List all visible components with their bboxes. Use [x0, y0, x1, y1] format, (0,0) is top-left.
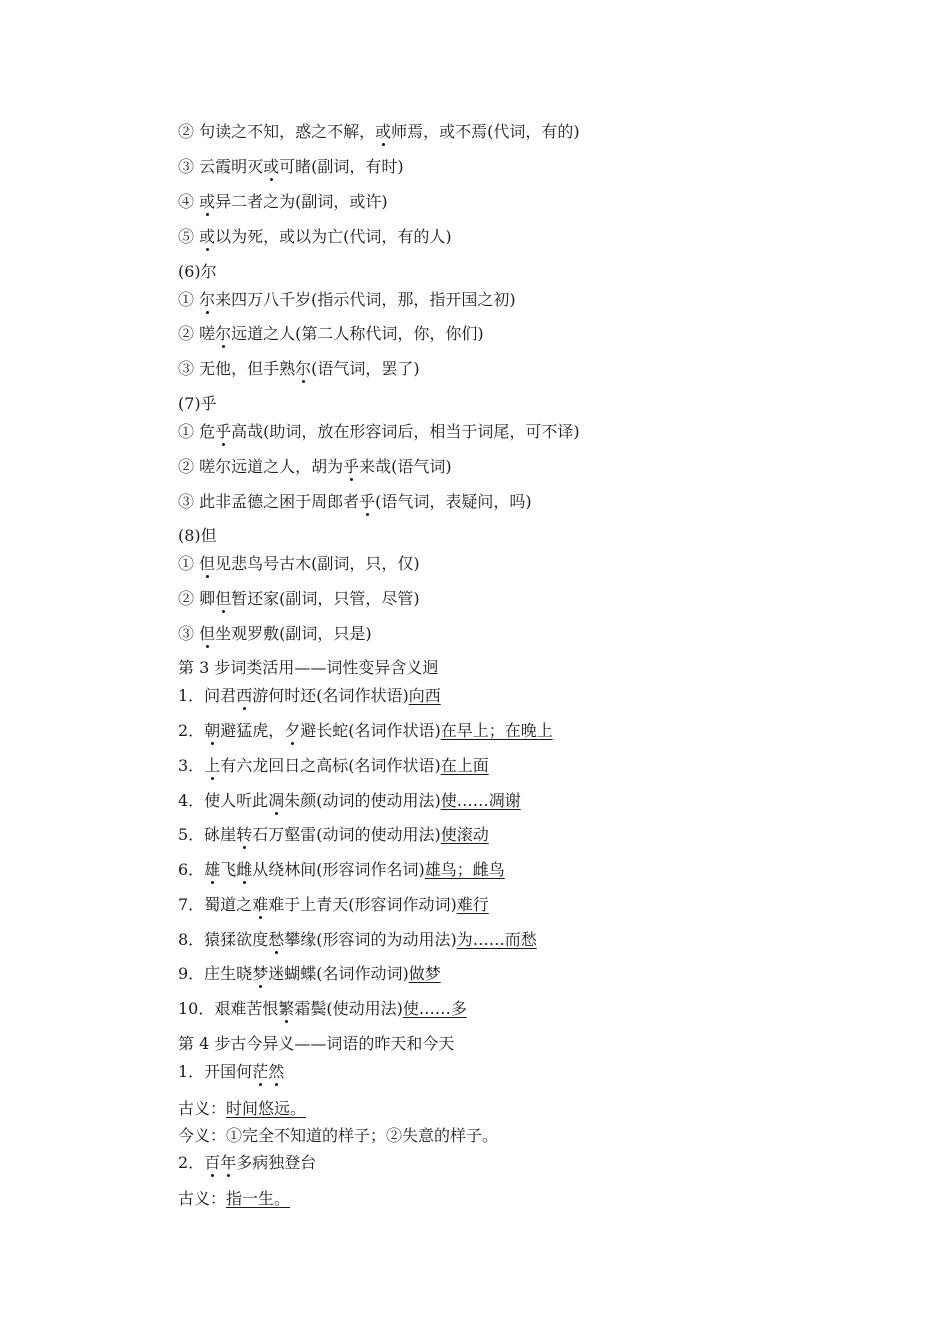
- text-segment: 第 3 步词类活用——词性变异含义迥: [178, 658, 439, 677]
- emphasized-char: 但: [199, 624, 216, 643]
- text-line: [178, 858, 505, 882]
- text-segment: 1．问君: [178, 686, 237, 705]
- text-segment: ② 嗟: [178, 324, 216, 343]
- answer-text: 使……多: [402, 999, 467, 1018]
- emphasized-char: 尔: [295, 359, 312, 378]
- emphasized-char: 或: [199, 227, 216, 246]
- text-segment: ④: [178, 192, 200, 211]
- text-line: [178, 260, 217, 284]
- text-line: [178, 684, 441, 708]
- text-segment: ①: [178, 554, 200, 573]
- text-segment: (语气词，罢了): [311, 359, 420, 378]
- text-segment: 飞: [220, 860, 237, 879]
- text-segment: 暂还家(副词，只管，尽管): [231, 589, 420, 608]
- text-line: [178, 1124, 498, 1148]
- text-segment: 有六龙回日之高标(名词作状语): [220, 756, 441, 775]
- text-segment: 以为死，或以为亡(代词，有的人): [215, 227, 452, 246]
- text-line: [178, 455, 452, 479]
- text-segment: 2．: [178, 1153, 205, 1172]
- text-segment: 难于上青天(形容词作动词): [268, 895, 457, 914]
- text-segment: 避猛虎，: [220, 721, 285, 740]
- text-segment: 2．: [178, 721, 205, 740]
- emphasized-char: 夕: [284, 721, 301, 740]
- text-segment: ② 句读之不知，惑之不解，: [178, 122, 376, 141]
- text-segment: 今义：①完全不知道的样子；②失意的样子。: [178, 1126, 499, 1145]
- text-line: [178, 392, 217, 416]
- text-segment: ①: [178, 290, 200, 309]
- emphasized-char: 上: [204, 756, 221, 775]
- text-segment: ③ 无他，但手熟: [178, 359, 296, 378]
- text-segment: 6．: [178, 860, 205, 879]
- text-segment: ③ 此非孟德之困于周郎者: [178, 492, 360, 511]
- answer-text: 时间悠远。: [226, 1099, 307, 1118]
- text-line: [178, 997, 467, 1021]
- text-segment: ③: [178, 624, 200, 643]
- emphasized-char: 西: [236, 686, 253, 705]
- text-segment: ① 危: [178, 422, 216, 441]
- answer-text: 使滚动: [440, 825, 489, 844]
- text-segment: 师焉，或不焉(代词，有的): [391, 122, 580, 141]
- emphasized-char: 但: [199, 554, 216, 573]
- text-line: [178, 490, 532, 514]
- text-line: [178, 288, 516, 312]
- text-line: [178, 823, 489, 847]
- text-segment: 5．砯崖: [178, 825, 237, 844]
- emphasized-char: 雌: [236, 860, 253, 879]
- emphasized-char: 朝: [204, 721, 221, 740]
- answer-text: 在早上；在晚上: [440, 721, 553, 740]
- emphasized-char: 凋: [268, 791, 285, 810]
- text-segment: 朱颜(动词的使动用法): [284, 791, 441, 810]
- answer-text: 难行: [456, 895, 489, 914]
- text-line: [178, 719, 553, 743]
- text-segment: 7．蜀道之: [178, 895, 253, 914]
- text-segment: 迷蝴蝶(名词作动词): [268, 964, 409, 983]
- text-segment: 4．使人听此: [178, 791, 269, 810]
- answer-text: 为……而愁: [456, 930, 537, 949]
- text-segment: 古义：: [178, 1099, 227, 1118]
- emphasized-char: 尔: [199, 290, 216, 309]
- answer-text: 使……凋谢: [440, 791, 521, 810]
- text-segment: 10．艰难苦恨: [178, 999, 279, 1018]
- text-line: [178, 420, 580, 444]
- emphasized-char: 或: [263, 157, 280, 176]
- text-line: [178, 789, 521, 813]
- text-segment: 多病独登台: [236, 1153, 317, 1172]
- text-line: [178, 928, 537, 952]
- text-line: [178, 155, 404, 179]
- text-line: [178, 622, 372, 646]
- text-segment: (语气词，表疑问，吗): [375, 492, 532, 511]
- text-segment: 从绕林间(形容词作名词): [252, 860, 425, 879]
- text-segment: 3．: [178, 756, 205, 775]
- emphasized-char: 乎: [215, 422, 232, 441]
- emphasized-char: 尔: [215, 324, 232, 343]
- text-line: [178, 524, 217, 548]
- text-segment: 异二者之为(副词，或许): [215, 192, 388, 211]
- answer-text: 指一生。: [226, 1189, 291, 1208]
- text-line: [178, 1097, 306, 1121]
- text-line: [178, 754, 489, 778]
- emphasized-char: 然: [268, 1062, 285, 1081]
- emphasized-char: 乎: [343, 457, 360, 476]
- text-segment: 游何时还(名词作状语): [252, 686, 409, 705]
- text-segment: 霜鬓(使动用法): [294, 999, 403, 1018]
- answer-text: 向西: [408, 686, 441, 705]
- text-segment: 坐观罗敷(副词，只是): [215, 624, 372, 643]
- emphasized-char: 百: [204, 1153, 221, 1172]
- text-line: [178, 962, 441, 986]
- text-segment: 古义：: [178, 1189, 227, 1208]
- text-line: [178, 1060, 284, 1084]
- emphasized-char: 乎: [359, 492, 376, 511]
- emphasized-char: 繁: [278, 999, 295, 1018]
- text-line: [178, 322, 484, 346]
- text-segment: 远道之人(第二人称代词，你，你们): [231, 324, 484, 343]
- emphasized-char: 难: [252, 895, 269, 914]
- emphasized-char: 愁: [268, 930, 285, 949]
- text-segment: 来哉(语气词): [359, 457, 452, 476]
- text-segment: 见悲鸟号古木(副词，只，仅): [215, 554, 420, 573]
- text-line: [178, 1032, 454, 1056]
- text-segment: 第 4 步古今异义——词语的昨天和今天: [178, 1034, 455, 1053]
- emphasized-char: 但: [215, 589, 232, 608]
- text-segment: 石万壑雷(动词的使动用法): [252, 825, 441, 844]
- text-line: [178, 225, 452, 249]
- text-segment: ② 卿: [178, 589, 216, 608]
- text-segment: 1．开国何: [178, 1062, 253, 1081]
- emphasized-char: 转: [236, 825, 253, 844]
- text-segment: 9．庄生晓: [178, 964, 253, 983]
- text-segment: 高哉(助词，放在形容词后，相当于词尾，可不译): [231, 422, 580, 441]
- text-segment: (7)乎: [178, 394, 217, 413]
- emphasized-char: 年: [220, 1153, 237, 1172]
- text-line: [178, 190, 388, 214]
- text-segment: 攀缘(形容词的为动用法): [284, 930, 457, 949]
- text-segment: ② 嗟尔远道之人，胡为: [178, 457, 344, 476]
- answer-text: 做梦: [408, 964, 441, 983]
- text-segment: 8．猿猱欲度: [178, 930, 269, 949]
- text-line: [178, 1187, 290, 1211]
- answer-text: 在上面: [440, 756, 489, 775]
- text-segment: 可睹(副词，有时): [279, 157, 404, 176]
- text-line: [178, 587, 420, 611]
- text-segment: (6)尔: [178, 262, 217, 281]
- emphasized-char: 或: [375, 122, 392, 141]
- text-line: [178, 656, 438, 680]
- text-line: [178, 552, 420, 576]
- emphasized-char: 或: [199, 192, 216, 211]
- text-segment: ③ 云霞明灭: [178, 157, 264, 176]
- emphasized-char: 茫: [252, 1062, 269, 1081]
- text-segment: (8)但: [178, 526, 217, 545]
- text-line: [178, 893, 489, 917]
- emphasized-char: 梦: [252, 964, 269, 983]
- emphasized-char: 雄: [204, 860, 221, 879]
- answer-text: 雄鸟；雌鸟: [424, 860, 505, 879]
- text-line: [178, 120, 580, 144]
- text-segment: 避长蛇(名词作状语): [300, 721, 441, 740]
- text-line: [178, 1151, 316, 1175]
- text-line: [178, 357, 420, 381]
- text-segment: ⑤: [178, 227, 200, 246]
- text-segment: 来四万八千岁(指示代词，那，指开国之初): [215, 290, 516, 309]
